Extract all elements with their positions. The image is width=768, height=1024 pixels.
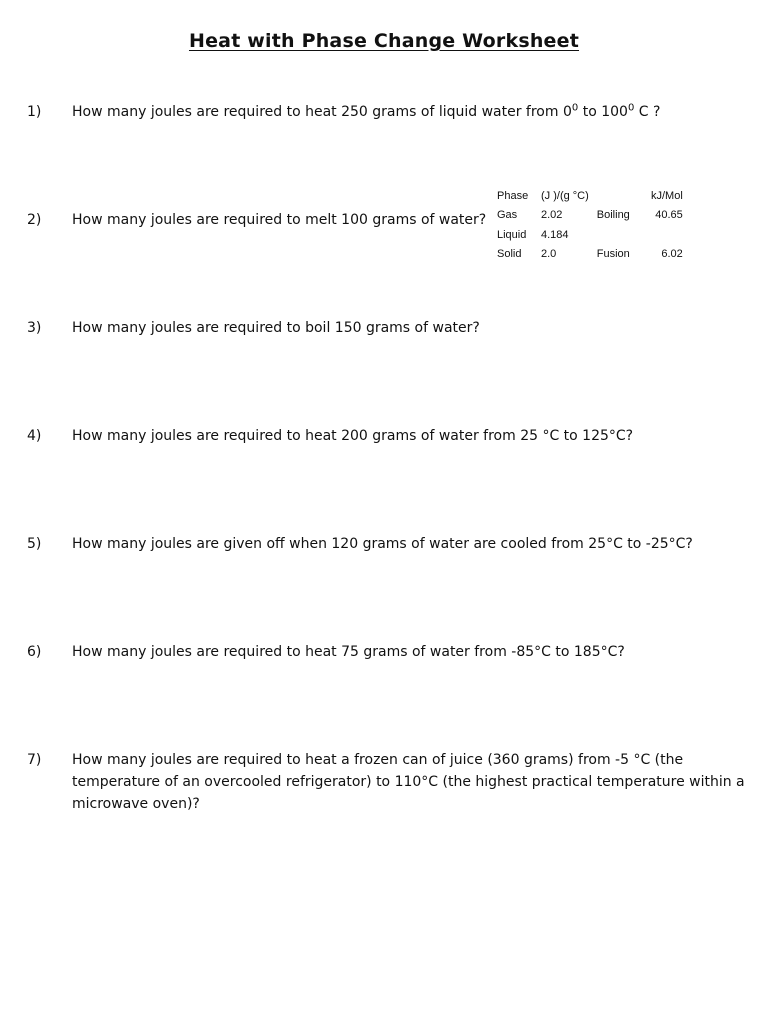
question-number: 4) [27,428,42,444]
table-header-cell: Phase [497,189,529,202]
table-cell: Fusion [596,248,630,261]
table-header-cell: kJ/Mol [651,189,683,202]
table-cell: Solid [497,248,522,261]
table-header-cell [593,186,639,206]
question-text: How many joules are required to heat a frozen can of juice (360 grams) from -5 °C (the temperature of an overcooled refrigerator) to 110°C (the highest practical temperature within a microwave oven)? [72,752,745,812]
table-cell [593,225,639,245]
question-number: 1) [27,104,42,120]
table-cell: 6.02 [661,248,683,261]
table-row [493,225,687,245]
table-row [493,206,687,226]
question-number: 6) [27,644,42,660]
question-number: 5) [27,536,42,552]
table-cell: 2.02 [541,209,563,222]
table-header-cell: (J )/(g °C) [541,189,589,202]
table-header-row [493,186,687,206]
table-cell: Boiling [596,209,630,222]
table-cell: 40.65 [655,209,683,222]
question-text: How many joules are required to boil 150 grams of water? [72,320,480,336]
question-text: How many joules are required to heat 75 grams of water from -85°C to 185°C? [72,644,625,660]
superscript: 0 [571,102,579,114]
question-text: How many joules are required to heat 250 grams of liquid water from $0^0$ to $100^0$ C ? [72,102,661,120]
question-text: How many joules are given off when 120 grams of water are cooled from 25°C to -25°C? [72,536,693,552]
question-number: 7) [27,752,42,768]
table-cell: 2.0 [541,248,557,261]
table-cell [639,225,687,245]
page-title: Heat with Phase Change Worksheet [188,30,580,52]
superscript: 0 [627,102,635,114]
table-cell: Gas [497,209,518,222]
phase-data-table [493,186,687,264]
question-text: How many joules are required to melt 100 grams of water? [72,212,487,228]
table-row [493,245,687,265]
question-text: How many joules are required to heat 200 grams of water from 25 °C to 125°C? [72,428,634,444]
table-cell: 4.184 [541,228,569,241]
question-number: 2) [27,212,42,228]
question-number: 3) [27,320,42,336]
table-cell: Liquid [497,228,527,241]
